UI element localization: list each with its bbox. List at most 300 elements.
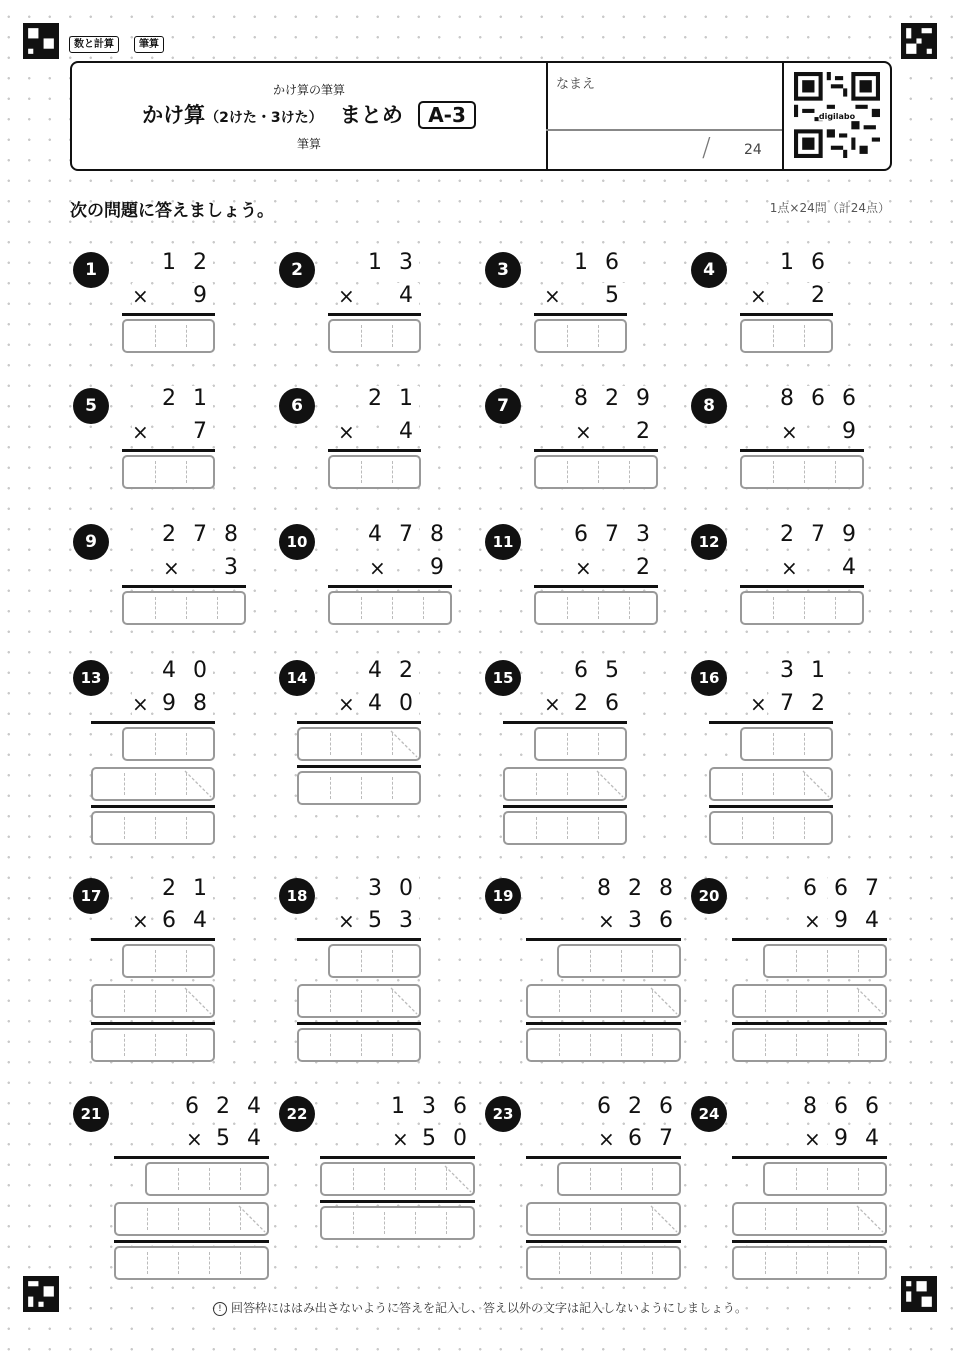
divider bbox=[546, 63, 548, 169]
multiplicand-digit: 7 bbox=[393, 522, 419, 548]
cell-divider bbox=[827, 1252, 828, 1274]
partial-product-box[interactable] bbox=[122, 727, 215, 761]
cell-divider bbox=[590, 1168, 591, 1190]
problem-number: 22 bbox=[279, 1096, 315, 1132]
multiplicand-digit: 8 bbox=[424, 522, 450, 548]
multiplier-digit: 4 bbox=[859, 1126, 885, 1152]
answer-box[interactable] bbox=[503, 811, 627, 845]
problem-number: 15 bbox=[485, 660, 521, 696]
score-total: 24 bbox=[744, 142, 762, 158]
cell-divider bbox=[827, 950, 828, 972]
cell-divider bbox=[186, 950, 187, 972]
answer-box[interactable] bbox=[740, 455, 864, 489]
multiplicand-digit: 6 bbox=[828, 876, 854, 902]
answer-box[interactable] bbox=[740, 319, 833, 353]
problem-number: 18 bbox=[279, 878, 315, 914]
multiplicand-digit: 2 bbox=[187, 250, 213, 276]
cell-divider bbox=[240, 1168, 241, 1190]
cell-divider bbox=[858, 1252, 859, 1274]
cell-divider bbox=[598, 597, 599, 619]
cell-divider bbox=[124, 990, 125, 1012]
cell-divider bbox=[392, 950, 393, 972]
multiplier-digit: 0 bbox=[447, 1126, 473, 1152]
cell-divider bbox=[590, 1034, 591, 1056]
multiplier-digit: 7 bbox=[653, 1126, 679, 1152]
cell-divider bbox=[858, 950, 859, 972]
problem-number: 4 bbox=[691, 252, 727, 288]
cell-divider bbox=[621, 1208, 622, 1230]
multiplicand-digit: 8 bbox=[568, 386, 594, 412]
partial-product-box[interactable] bbox=[114, 1202, 269, 1236]
cell-divider bbox=[796, 1034, 797, 1056]
cell-divider bbox=[598, 817, 599, 839]
times-sign: × bbox=[163, 556, 180, 580]
multiplicand-digit: 2 bbox=[156, 876, 182, 902]
title-paren: （2けた・3けた） bbox=[205, 110, 323, 126]
cell-divider bbox=[124, 773, 125, 795]
partial-product-box[interactable] bbox=[122, 944, 215, 978]
partial-product-box[interactable] bbox=[91, 767, 215, 801]
multiplier-digit: 2 bbox=[568, 691, 594, 717]
problem-number: 6 bbox=[279, 388, 315, 424]
product-line bbox=[91, 938, 215, 941]
cell-divider bbox=[209, 1208, 210, 1230]
cell-divider bbox=[804, 817, 805, 839]
answer-box[interactable] bbox=[91, 1028, 215, 1062]
worksheet-subtitle: かけ算の筆算 bbox=[272, 83, 345, 97]
carry-diagonal bbox=[385, 986, 419, 1016]
multiplier-digit: 6 bbox=[653, 908, 679, 934]
sum-line bbox=[534, 585, 658, 588]
times-sign: × bbox=[544, 284, 561, 308]
problem-number: 7 bbox=[485, 388, 521, 424]
problem-number: 12 bbox=[691, 524, 727, 560]
cell-divider bbox=[567, 461, 568, 483]
cell-divider bbox=[392, 1034, 393, 1056]
cell-divider bbox=[827, 1034, 828, 1056]
multiplier-digit: 5 bbox=[362, 908, 388, 934]
sum-line bbox=[732, 1022, 887, 1025]
multiplicand-digit: 8 bbox=[218, 522, 244, 548]
product-line bbox=[732, 1156, 887, 1159]
times-sign: × bbox=[781, 420, 798, 444]
cell-divider bbox=[330, 990, 331, 1012]
multiplicand-digit: 6 bbox=[591, 1094, 617, 1120]
answer-box[interactable] bbox=[534, 591, 658, 625]
problem-number: 19 bbox=[485, 878, 521, 914]
multiplier-digit: 9 bbox=[156, 691, 182, 717]
product-line bbox=[91, 721, 215, 724]
times-sign: × bbox=[781, 556, 798, 580]
answer-box[interactable] bbox=[91, 811, 215, 845]
partial-product-box[interactable] bbox=[557, 1162, 681, 1196]
multiplier-digit: 3 bbox=[622, 908, 648, 934]
partial-product-box[interactable] bbox=[763, 1162, 887, 1196]
cell-divider bbox=[567, 733, 568, 755]
cell-divider bbox=[765, 1208, 766, 1230]
answer-box[interactable] bbox=[526, 1028, 681, 1062]
cell-divider bbox=[186, 325, 187, 347]
multiplier-digit: 6 bbox=[622, 1126, 648, 1152]
problem-number: 2 bbox=[279, 252, 315, 288]
multiplier-digit: 2 bbox=[805, 691, 831, 717]
sum-line bbox=[526, 1240, 681, 1243]
times-sign: × bbox=[369, 556, 386, 580]
cell-divider bbox=[742, 817, 743, 839]
answer-box[interactable] bbox=[320, 1206, 475, 1240]
multiplier-digit: 3 bbox=[218, 555, 244, 581]
multiplicand-digit: 2 bbox=[774, 522, 800, 548]
multiplicand-digit: 0 bbox=[393, 876, 419, 902]
problem-number: 8 bbox=[691, 388, 727, 424]
cell-divider bbox=[330, 733, 331, 755]
cell-divider bbox=[796, 1168, 797, 1190]
carry-diagonal bbox=[645, 1204, 679, 1234]
cell-divider bbox=[178, 1168, 179, 1190]
sum-line bbox=[534, 449, 658, 452]
multiplicand-digit: 2 bbox=[622, 1094, 648, 1120]
multiplicand-digit: 1 bbox=[156, 250, 182, 276]
multiplicand-digit: 6 bbox=[859, 1094, 885, 1120]
answer-box[interactable] bbox=[328, 591, 452, 625]
carry-diagonal bbox=[797, 769, 831, 799]
cell-divider bbox=[567, 597, 568, 619]
multiplicand-digit: 8 bbox=[653, 876, 679, 902]
cell-divider bbox=[765, 990, 766, 1012]
corner-marker-top-right bbox=[901, 23, 937, 59]
title-main: かけ算 bbox=[142, 103, 206, 127]
partial-product-box[interactable] bbox=[503, 767, 627, 801]
partial-product-box[interactable] bbox=[297, 984, 421, 1018]
multiplicand-digit: 7 bbox=[805, 522, 831, 548]
cell-divider bbox=[559, 1208, 560, 1230]
multiplicand-digit: 6 bbox=[599, 250, 625, 276]
multiplicand-digit: 4 bbox=[362, 658, 388, 684]
multiplier-digit: 4 bbox=[187, 908, 213, 934]
partial-product-box[interactable] bbox=[91, 984, 215, 1018]
tag-topic: 筆算 bbox=[134, 36, 164, 53]
answer-box[interactable] bbox=[328, 455, 421, 489]
multiplicand-digit: 1 bbox=[805, 658, 831, 684]
cell-divider bbox=[186, 597, 187, 619]
times-sign: × bbox=[598, 1127, 615, 1151]
partial-product-box[interactable] bbox=[526, 984, 681, 1018]
multiplier-digit: 4 bbox=[393, 283, 419, 309]
multiplier-digit: 6 bbox=[599, 691, 625, 717]
problem-number: 5 bbox=[73, 388, 109, 424]
times-sign: × bbox=[575, 556, 592, 580]
cell-divider bbox=[652, 1034, 653, 1056]
multiplicand-digit: 2 bbox=[362, 386, 388, 412]
multiplicand-digit: 2 bbox=[393, 658, 419, 684]
problem-number: 1 bbox=[73, 252, 109, 288]
cell-divider bbox=[330, 1034, 331, 1056]
qr-label: digilabo bbox=[818, 112, 856, 121]
sum-line bbox=[709, 805, 833, 808]
cell-divider bbox=[629, 597, 630, 619]
multiplicand-digit: 6 bbox=[447, 1094, 473, 1120]
cell-divider bbox=[773, 773, 774, 795]
cell-divider bbox=[598, 733, 599, 755]
product-line bbox=[297, 721, 421, 724]
partial-product-box[interactable] bbox=[297, 727, 421, 761]
times-sign: × bbox=[544, 692, 561, 716]
problem-number: 16 bbox=[691, 660, 727, 696]
cell-divider bbox=[155, 817, 156, 839]
answer-box[interactable] bbox=[526, 1246, 681, 1280]
cell-divider bbox=[155, 1034, 156, 1056]
cell-divider bbox=[361, 597, 362, 619]
cell-divider bbox=[652, 1252, 653, 1274]
multiplier-digit: 2 bbox=[805, 283, 831, 309]
answer-box[interactable] bbox=[732, 1246, 887, 1280]
partial-product-box[interactable] bbox=[763, 944, 887, 978]
problem-number: 9 bbox=[73, 524, 109, 560]
multiplicand-digit: 2 bbox=[599, 386, 625, 412]
cell-divider bbox=[590, 1252, 591, 1274]
multiplier-digit: 9 bbox=[187, 283, 213, 309]
problem-number: 11 bbox=[485, 524, 521, 560]
product-line bbox=[114, 1156, 269, 1159]
sum-line bbox=[328, 449, 421, 452]
carry-diagonal bbox=[179, 769, 213, 799]
worksheet-category: 筆算 bbox=[296, 137, 321, 151]
partial-product-box[interactable] bbox=[557, 944, 681, 978]
cell-divider bbox=[361, 777, 362, 799]
cell-divider bbox=[590, 950, 591, 972]
sum-line bbox=[114, 1240, 269, 1243]
times-sign: × bbox=[750, 284, 767, 308]
multiplier-digit: 3 bbox=[393, 908, 419, 934]
multiplicand-digit: 1 bbox=[385, 1094, 411, 1120]
cell-divider bbox=[353, 1212, 354, 1234]
answer-box[interactable] bbox=[114, 1246, 269, 1280]
times-sign: × bbox=[132, 284, 149, 308]
cell-divider bbox=[773, 597, 774, 619]
partial-product-box[interactable] bbox=[526, 1202, 681, 1236]
multiplicand-digit: 2 bbox=[622, 876, 648, 902]
cell-divider bbox=[827, 1168, 828, 1190]
multiplicand-digit: 1 bbox=[774, 250, 800, 276]
cell-divider bbox=[773, 733, 774, 755]
cell-divider bbox=[559, 1034, 560, 1056]
divider bbox=[782, 63, 784, 169]
multiplicand-digit: 2 bbox=[156, 522, 182, 548]
multiplicand-digit: 8 bbox=[797, 1094, 823, 1120]
corner-marker-top-left bbox=[23, 23, 59, 59]
multiplicand-digit: 6 bbox=[805, 386, 831, 412]
cell-divider bbox=[559, 990, 560, 1012]
footer-note bbox=[0, 1299, 960, 1316]
cell-divider bbox=[765, 1034, 766, 1056]
cell-divider bbox=[804, 597, 805, 619]
multiplicand-digit: 4 bbox=[362, 522, 388, 548]
partial-product-box[interactable] bbox=[732, 1202, 887, 1236]
cell-divider bbox=[155, 325, 156, 347]
cell-divider bbox=[773, 325, 774, 347]
carry-diagonal bbox=[179, 986, 213, 1016]
multiplicand-digit: 3 bbox=[393, 250, 419, 276]
answer-box[interactable] bbox=[740, 591, 864, 625]
multiplicand-digit: 7 bbox=[599, 522, 625, 548]
sum-line bbox=[297, 765, 421, 768]
sum-line bbox=[320, 1200, 475, 1203]
times-sign: × bbox=[132, 420, 149, 444]
multiplier-digit: 4 bbox=[393, 419, 419, 445]
cell-divider bbox=[858, 1168, 859, 1190]
cell-divider bbox=[415, 1212, 416, 1234]
worksheet-title bbox=[72, 99, 546, 129]
sum-line bbox=[503, 805, 627, 808]
answer-box[interactable] bbox=[297, 771, 421, 805]
instructions: 次の問題に答えましょう。 bbox=[70, 201, 274, 221]
multiplier-digit: 5 bbox=[210, 1126, 236, 1152]
cell-divider bbox=[536, 773, 537, 795]
title-tail: まとめ bbox=[339, 103, 403, 127]
problem-number: 10 bbox=[279, 524, 315, 560]
problem-number: 13 bbox=[73, 660, 109, 696]
cell-divider bbox=[567, 773, 568, 795]
cell-divider bbox=[124, 1034, 125, 1056]
multiplicand-digit: 6 bbox=[828, 1094, 854, 1120]
cell-divider bbox=[773, 817, 774, 839]
points-info: 1点×24問（計24点） bbox=[769, 201, 890, 215]
sum-line bbox=[122, 449, 215, 452]
answer-box[interactable] bbox=[534, 455, 658, 489]
answer-box[interactable] bbox=[709, 811, 833, 845]
name-label: なまえ bbox=[556, 77, 596, 92]
partial-product-box[interactable] bbox=[145, 1162, 269, 1196]
times-sign: × bbox=[804, 909, 821, 933]
cell-divider bbox=[186, 817, 187, 839]
problem-number: 3 bbox=[485, 252, 521, 288]
cell-divider bbox=[392, 777, 393, 799]
carry-diagonal bbox=[591, 769, 625, 799]
multiplier-digit: 5 bbox=[599, 283, 625, 309]
partial-product-box[interactable] bbox=[320, 1162, 475, 1196]
multiplicand-digit: 1 bbox=[187, 876, 213, 902]
partial-product-box[interactable] bbox=[740, 727, 833, 761]
worksheet-header bbox=[70, 61, 892, 171]
cell-divider bbox=[796, 1252, 797, 1274]
sum-line bbox=[328, 313, 421, 316]
multiplicand-digit: 2 bbox=[156, 386, 182, 412]
product-line bbox=[297, 938, 421, 941]
cell-divider bbox=[186, 1034, 187, 1056]
sum-line bbox=[91, 1022, 215, 1025]
carry-diagonal bbox=[233, 1204, 267, 1234]
multiplicand-digit: 6 bbox=[653, 1094, 679, 1120]
cell-divider bbox=[652, 1168, 653, 1190]
cell-divider bbox=[827, 990, 828, 1012]
cell-divider bbox=[765, 1252, 766, 1274]
multiplicand-digit: 3 bbox=[416, 1094, 442, 1120]
multiplier-digit: 0 bbox=[393, 691, 419, 717]
sum-line bbox=[732, 1240, 887, 1243]
multiplicand-digit: 6 bbox=[568, 522, 594, 548]
cell-divider bbox=[155, 773, 156, 795]
partial-product-box[interactable] bbox=[328, 944, 421, 978]
cell-divider bbox=[804, 461, 805, 483]
answer-box[interactable] bbox=[297, 1028, 421, 1062]
multiplicand-digit: 1 bbox=[393, 386, 419, 412]
cell-divider bbox=[567, 325, 568, 347]
cell-divider bbox=[567, 817, 568, 839]
cell-divider bbox=[178, 1252, 179, 1274]
multiplier-digit: 4 bbox=[362, 691, 388, 717]
multiplier-digit: 2 bbox=[630, 555, 656, 581]
product-line bbox=[709, 721, 833, 724]
multiplier-digit: 8 bbox=[187, 691, 213, 717]
multiplicand-digit: 7 bbox=[859, 876, 885, 902]
partial-product-box[interactable] bbox=[732, 984, 887, 1018]
multiplier-digit: 7 bbox=[187, 419, 213, 445]
cell-divider bbox=[330, 777, 331, 799]
multiplicand-digit: 1 bbox=[187, 386, 213, 412]
cell-divider bbox=[621, 1252, 622, 1274]
cell-divider bbox=[155, 950, 156, 972]
partial-product-box[interactable] bbox=[709, 767, 833, 801]
partial-product-box[interactable] bbox=[534, 727, 627, 761]
multiplicand-digit: 9 bbox=[630, 386, 656, 412]
multiplicand-digit: 8 bbox=[591, 876, 617, 902]
answer-box[interactable] bbox=[122, 319, 215, 353]
times-sign: × bbox=[338, 284, 355, 308]
product-line bbox=[526, 1156, 681, 1159]
cell-divider bbox=[361, 950, 362, 972]
cell-divider bbox=[361, 461, 362, 483]
times-sign: × bbox=[338, 420, 355, 444]
cell-divider bbox=[858, 1034, 859, 1056]
cell-divider bbox=[598, 325, 599, 347]
cell-divider bbox=[742, 773, 743, 795]
cell-divider bbox=[446, 1212, 447, 1234]
cell-divider bbox=[155, 733, 156, 755]
cell-divider bbox=[423, 597, 424, 619]
answer-box[interactable] bbox=[122, 455, 215, 489]
sum-line bbox=[526, 1022, 681, 1025]
multiplicand-digit: 6 bbox=[179, 1094, 205, 1120]
cell-divider bbox=[186, 461, 187, 483]
multiplicand-digit: 6 bbox=[805, 250, 831, 276]
multiplier-digit: 5 bbox=[416, 1126, 442, 1152]
times-sign: × bbox=[750, 692, 767, 716]
product-line bbox=[526, 938, 681, 941]
cell-divider bbox=[773, 461, 774, 483]
times-sign: × bbox=[598, 909, 615, 933]
answer-box[interactable] bbox=[122, 591, 246, 625]
answer-box[interactable] bbox=[328, 319, 421, 353]
cell-divider bbox=[155, 461, 156, 483]
problem-number: 17 bbox=[73, 878, 109, 914]
carry-diagonal bbox=[385, 729, 419, 759]
sum-line bbox=[534, 313, 627, 316]
score-divider bbox=[546, 129, 782, 131]
cell-divider bbox=[155, 597, 156, 619]
answer-box[interactable] bbox=[534, 319, 627, 353]
cell-divider bbox=[392, 597, 393, 619]
answer-box[interactable] bbox=[732, 1028, 887, 1062]
product-line bbox=[320, 1156, 475, 1159]
problem-number: 14 bbox=[279, 660, 315, 696]
product-line bbox=[503, 721, 627, 724]
cell-divider bbox=[835, 461, 836, 483]
cell-divider bbox=[353, 1168, 354, 1190]
multiplier-digit: 2 bbox=[630, 419, 656, 445]
multiplicand-digit: 1 bbox=[362, 250, 388, 276]
multiplicand-digit: 3 bbox=[362, 876, 388, 902]
times-sign: × bbox=[804, 1127, 821, 1151]
